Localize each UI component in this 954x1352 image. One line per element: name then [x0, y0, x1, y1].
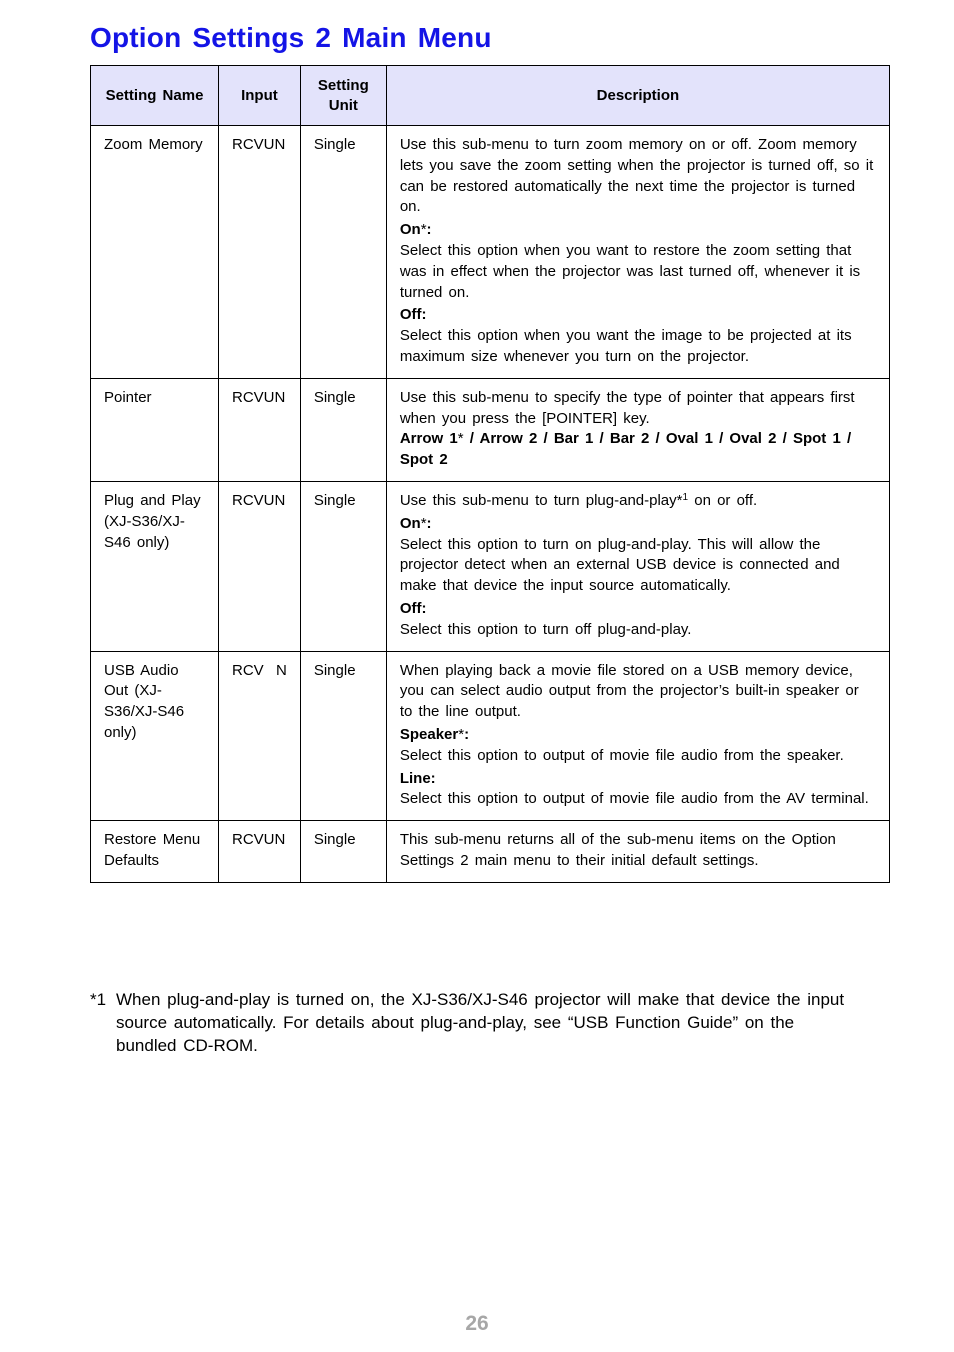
option-text: Select this option to turn on plug-and-play. This will allow the projector detect when an external USB device is connected and make that device the input source automatically.	[399, 535, 840, 595]
setting-unit-cell: Single	[300, 126, 386, 379]
setting-name-cell: USB Audio Out (XJ-S36/XJ-S46 only)	[91, 651, 219, 821]
footnote-ref: 1	[682, 491, 689, 503]
description-cell	[386, 481, 889, 651]
input-cell: RCVUN	[219, 481, 301, 651]
option-label: On*:	[399, 514, 432, 532]
table-row	[91, 126, 890, 379]
input-cell: RCV N	[219, 651, 301, 821]
input-cell: RCVUN	[219, 821, 301, 883]
header-setting-unit-line1: Setting	[317, 76, 369, 94]
option-text: Select this option to turn off plug-and-play.	[399, 620, 692, 638]
header-setting-name: Setting Name	[91, 66, 219, 126]
setting-name-cell: Plug and Play (XJ-S36/XJ-S46 only)	[91, 481, 219, 651]
description-cell	[386, 126, 889, 379]
table-row	[91, 481, 890, 651]
settings-table	[90, 65, 890, 883]
header-description: Description	[386, 66, 889, 126]
description-lead: Use this sub-menu to turn zoom memory on or off. Zoom memory lets you save the zoom setting when the projector is turned off, so it can be restored automatically the next time the projector is turned on.	[399, 136, 874, 216]
setting-unit-cell: Single	[300, 481, 386, 651]
description-lead: This sub-menu returns all of the sub-menu items on the Option Settings 2 main menu to their initial default settings.	[399, 831, 836, 869]
option-label: Off:	[399, 306, 427, 324]
page-number: 26	[465, 1312, 489, 1335]
setting-name-cell: Pointer	[91, 378, 219, 481]
pointer-choices: Arrow 1* / Arrow 2 / Bar 1 / Bar 2 / Oval 1 / Oval 2 / Spot 1 / Spot 2	[399, 430, 852, 469]
header-setting-unit	[300, 66, 386, 126]
description-lead: Use this sub-menu to turn plug-and-play*$^1$ on or off.	[399, 491, 758, 509]
page-title: Option Settings 2 Main Menu	[90, 22, 492, 53]
footnote	[90, 988, 860, 1057]
table-header-row	[91, 66, 890, 126]
option-label: Off:	[399, 599, 427, 617]
setting-unit-cell: Single	[300, 651, 386, 821]
setting-unit-cell: Single	[300, 821, 386, 883]
setting-name-cell: Restore Menu Defaults	[91, 821, 219, 883]
description-cell	[386, 821, 889, 883]
header-input: Input	[219, 66, 301, 126]
description-cell	[386, 378, 889, 481]
option-label: Line:	[399, 769, 436, 787]
setting-name-cell: Zoom Memory	[91, 126, 219, 379]
option-text: Select this option to output of movie file audio from the speaker.	[399, 746, 844, 764]
option-text: Select this option when you want the image to be projected at its maximum size whenever you turn on the projector.	[399, 327, 852, 365]
setting-unit-cell: Single	[300, 378, 386, 481]
description-lead: When playing back a movie file stored on a USB memory device, you can select audio output from the projector’s built-in speaker or to the line output.	[399, 661, 859, 721]
table-row	[91, 651, 890, 821]
header-setting-unit-line2: Unit	[328, 96, 358, 114]
description-cell	[386, 651, 889, 821]
input-cell: RCVUN	[219, 126, 301, 379]
footnote-text: When plug-and-play is turned on, the XJ-S36/XJ-S46 projector will make that device the input source automatically. For details about plug-and-play, see “USB Function Guide” on the bundled CD-ROM.	[116, 990, 845, 1055]
option-text: Select this option when you want to restore the zoom setting that was in effect when the projector was last turned off, whenever it is turned on.	[399, 241, 861, 301]
description-lead: Use this sub-menu to specify the type of pointer that appears first when you press the [POINTER] key.	[399, 388, 855, 427]
footnote-mark: *1	[90, 990, 107, 1009]
option-label: On*:	[399, 221, 432, 239]
option-text: Select this option to output of movie file audio from the AV terminal.	[399, 790, 869, 808]
table-row	[91, 821, 890, 883]
table-row	[91, 378, 890, 481]
option-label: Speaker*:	[399, 725, 470, 743]
input-cell: RCVUN	[219, 378, 301, 481]
